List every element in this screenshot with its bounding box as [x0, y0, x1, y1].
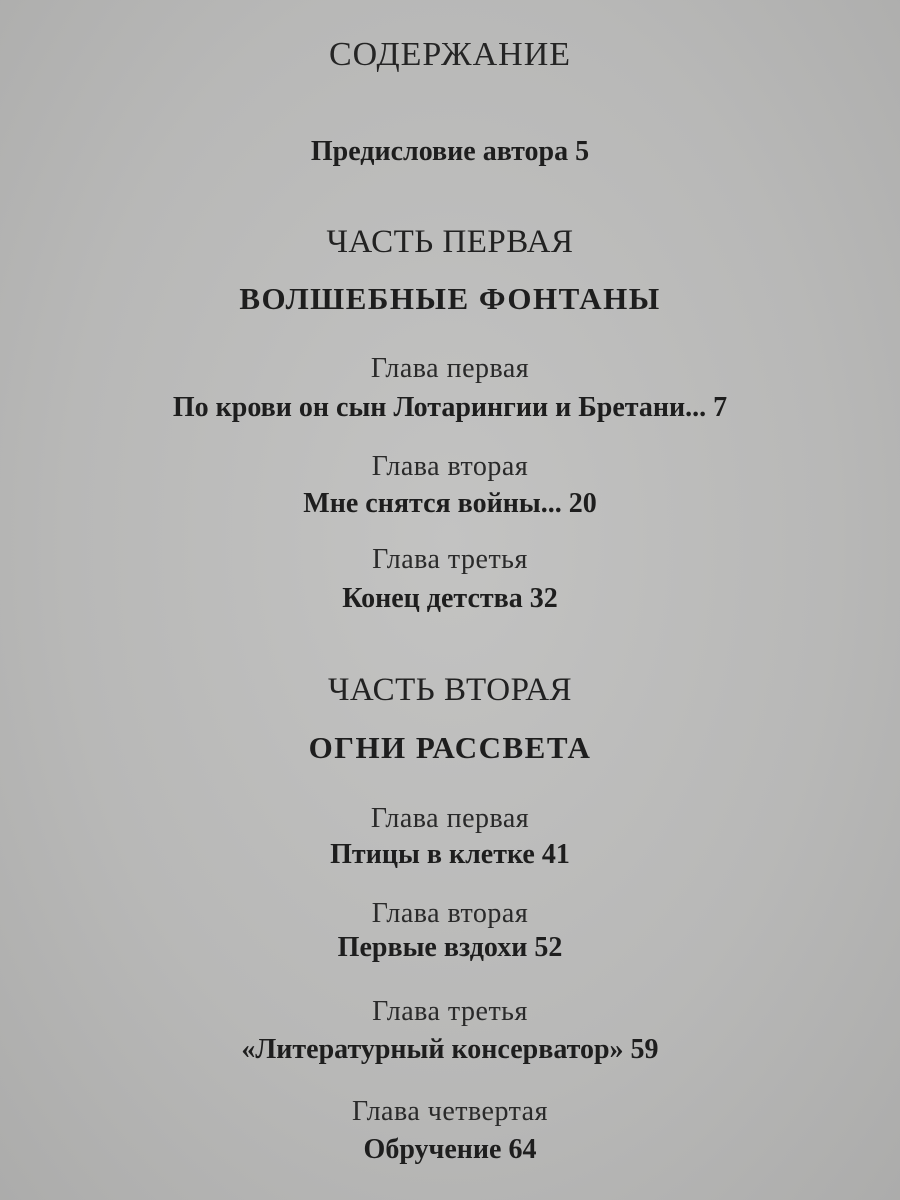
part-2-name: ОГНИ РАССВЕТА: [308, 730, 592, 765]
part-2-chapter-3-title: «Литературный консерватор» 59: [241, 1034, 659, 1065]
part-1-chapter-1-number: Глава первая: [370, 353, 530, 384]
page-title: СОДЕРЖАНИЕ: [328, 36, 572, 73]
part-1-chapter-2-number: Глава вторая: [371, 451, 529, 482]
part-1-chapter-3-title: Конец детства 32: [342, 583, 558, 614]
part-1-name: ВОЛШЕБНЫЕ ФОНТАНЫ: [239, 281, 661, 316]
preface-entry: Предисловие автора 5: [310, 136, 590, 167]
part-2-chapter-1-title: Птицы в клетке 41: [330, 839, 570, 870]
part-2-chapter-4-title: Обручение 64: [363, 1134, 537, 1165]
part-2-chapter-3-number: Глава третья: [372, 996, 528, 1027]
part-2-chapter-4-number: Глава четвертая: [351, 1096, 548, 1127]
part-1-chapter-2-title: Мне снятся войны... 20: [303, 488, 597, 519]
part-1-label: ЧАСТЬ ПЕРВАЯ: [326, 224, 574, 260]
part-2-chapter-1-number: Глава первая: [370, 803, 530, 834]
part-2-chapter-2-number: Глава вторая: [371, 898, 529, 929]
part-1-chapter-1-title: По крови он сын Лотарингии и Бретани... 7: [172, 392, 728, 423]
part-2-label: ЧАСТЬ ВТОРАЯ: [327, 672, 573, 708]
part-2-chapter-2-title: Первые вздохи 52: [337, 932, 563, 963]
part-1-chapter-3-number: Глава третья: [372, 544, 528, 575]
